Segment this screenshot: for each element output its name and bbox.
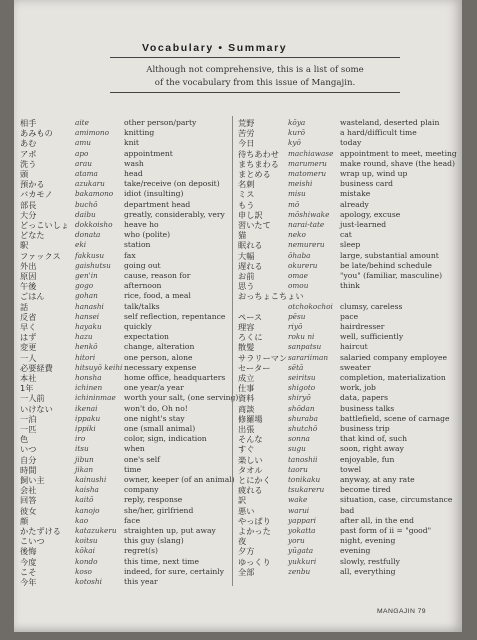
- vocab-japanese: そんな: [238, 434, 263, 445]
- vocab-japanese: 夜: [238, 536, 247, 547]
- vocab-japanese: 思う: [238, 281, 255, 292]
- vocab-romaji: kanojo: [75, 505, 100, 515]
- vocab-romaji: machiawase: [288, 148, 334, 158]
- vocab-japanese: 一匹: [20, 424, 37, 434]
- vocab-japanese: あむ: [20, 138, 37, 149]
- vocab-english: owner, keeper (of an animal): [124, 475, 235, 484]
- vocab-japanese: 大分: [20, 209, 37, 220]
- vocab-english: wasteland, deserted plain: [340, 118, 440, 127]
- vocab-english: face: [124, 515, 141, 525]
- vocab-romaji: kondo: [75, 556, 98, 566]
- vocab-japanese: 色: [20, 434, 29, 445]
- vocab-romaji: misu: [288, 189, 306, 199]
- vocab-romaji: jibun: [75, 454, 94, 464]
- intro-line: of the vocabulary from this issue of Mangajin.: [154, 77, 356, 88]
- vocab-japanese: まちまわる: [238, 158, 279, 169]
- vocab-english: reply, response: [124, 495, 183, 505]
- vocab-english: pace: [340, 311, 359, 321]
- vocab-romaji: jikan: [75, 464, 94, 474]
- vocab-english: sleep: [340, 240, 361, 250]
- vocab-english: department head: [124, 199, 191, 209]
- vocab-english: this guy (slang): [124, 536, 184, 546]
- vocab-japanese: おっちょこちょい: [238, 291, 304, 302]
- vocab-english: station: [124, 240, 151, 250]
- vocab-japanese: やっぱり: [238, 515, 271, 526]
- vocab-romaji: okureru: [288, 260, 318, 270]
- vocab-japanese: よかった: [238, 526, 271, 536]
- vocab-japanese: 原因: [20, 271, 37, 281]
- vocab-japanese: 自分: [20, 454, 37, 465]
- vocab-english: greatly, considerably, very: [124, 209, 225, 219]
- vocab-english: towel: [340, 464, 362, 474]
- vocab-english: think: [340, 281, 360, 291]
- vocab-english: wash: [124, 158, 144, 168]
- vocab-english: work, job: [340, 383, 376, 393]
- vocab-english: one's self: [124, 454, 160, 464]
- vocab-english: time: [124, 464, 142, 474]
- vocab-english: color, sign, indication: [124, 434, 207, 444]
- vocab-romaji: kaitō: [75, 495, 94, 505]
- vocab-japanese: 頭: [20, 169, 29, 179]
- vocab-romaji: wake: [288, 495, 308, 505]
- vocab-english: when: [124, 444, 145, 454]
- vocab-romaji: tanoshii: [288, 454, 318, 464]
- vocab-japanese: 話: [20, 301, 29, 312]
- vocab-romaji: yappari: [288, 515, 316, 525]
- vocab-romaji: omou: [288, 281, 309, 291]
- intro-text: [110, 64, 400, 89]
- vocab-english: one person, alone: [124, 352, 193, 362]
- vocab-romaji: warui: [288, 505, 310, 515]
- vocab-romaji: hayaku: [75, 322, 102, 331]
- vocab-romaji: shigoto: [288, 383, 316, 393]
- vocab-romaji: itsu: [75, 444, 89, 454]
- vocab-japanese: ミス: [238, 189, 255, 200]
- vocab-english: change, alteration: [124, 342, 195, 352]
- vocab-japanese: 訳: [238, 495, 247, 506]
- page-title: Vocabulary • Summary: [142, 42, 288, 54]
- vocab-romaji: ippiki: [75, 424, 96, 433]
- vocab-english: quickly: [124, 322, 152, 331]
- vocab-romaji: fakkusu: [75, 250, 105, 260]
- vocab-japanese: 外出: [20, 260, 37, 271]
- vocab-romaji: shutchō: [288, 424, 318, 433]
- vocab-japanese: 理容: [238, 322, 255, 332]
- vocab-japanese: 商談: [238, 403, 255, 414]
- vocab-english: after all, in the end: [340, 515, 414, 525]
- vocab-english: straighten up, put away: [124, 526, 216, 535]
- vocab-japanese: 預かる: [20, 179, 45, 190]
- vocab-english: regret(s): [124, 546, 158, 556]
- vocab-romaji: taoru: [288, 464, 308, 474]
- vocab-english: this time, next time: [124, 556, 199, 566]
- vocab-romaji: ichinen: [75, 383, 103, 393]
- vocab-romaji: koitsu: [75, 536, 98, 546]
- vocab-japanese: 待ちあわせ: [238, 148, 279, 159]
- vocab-english: slowly, restfully: [340, 556, 400, 566]
- vocab-romaji: ōhaba: [288, 250, 311, 260]
- vocab-japanese: ペース: [238, 311, 263, 322]
- vocab-japanese: セーター: [238, 362, 271, 373]
- vocab-english: cat: [340, 230, 352, 240]
- title-rule-bottom: [110, 92, 400, 93]
- vocab-english: make round, shave (the head): [340, 158, 455, 168]
- vocab-romaji: zenbu: [288, 566, 311, 576]
- vocab-japanese: 疲れる: [238, 485, 263, 496]
- vocab-romaji: yokatta: [288, 526, 316, 535]
- vocab-english: completion, materialization: [340, 373, 446, 382]
- vocab-japanese: 反省: [20, 311, 37, 322]
- vocab-english: well, sufficiently: [340, 332, 404, 342]
- vocab-japanese: 今日: [238, 138, 255, 149]
- vocab-japanese: 今度: [20, 556, 37, 567]
- vocab-japanese: アポ: [20, 148, 37, 159]
- vocab-english: a hard/difficult time: [340, 128, 417, 138]
- vocab-japanese: 仕事: [238, 383, 255, 394]
- vocab-japanese: 変更: [20, 342, 37, 353]
- vocab-japanese: 必要経費: [20, 362, 53, 373]
- vocab-romaji: katazukeru: [75, 526, 117, 535]
- vocab-romaji: kaisha: [75, 485, 99, 495]
- vocab-japanese: どっこいしょ: [20, 220, 69, 230]
- vocab-japanese: いけない: [20, 403, 53, 414]
- vocab-english: already: [340, 199, 369, 209]
- vocab-japanese: 本社: [20, 373, 37, 383]
- vocab-english: battlefield, scene of carnage: [340, 413, 450, 423]
- vocab-romaji: hanashi: [75, 301, 104, 311]
- vocab-romaji: gohan: [75, 291, 98, 301]
- vocab-romaji: daibu: [75, 209, 96, 219]
- vocab-japanese: もう: [238, 199, 255, 210]
- vocab-english: won't do, Oh no!: [124, 403, 188, 413]
- vocab-english: one year/a year: [124, 383, 184, 393]
- vocab-english: hairdresser: [340, 322, 385, 331]
- vocab-japanese: タオル: [238, 464, 263, 475]
- vocab-english: all, everything: [340, 566, 396, 576]
- vocab-romaji: buchō: [75, 199, 98, 209]
- vocab-romaji: tsukareru: [288, 485, 325, 495]
- vocab-japanese: 早く: [20, 322, 37, 332]
- title-rule-top: [110, 57, 400, 58]
- vocab-english: she/her, girlfriend: [124, 505, 194, 515]
- vocab-japanese: すぐ: [238, 444, 255, 455]
- vocab-romaji: yukkuri: [288, 556, 317, 566]
- vocab-romaji: sonna: [288, 434, 310, 444]
- vocab-english: today: [340, 138, 362, 148]
- vocab-english: one night's stay: [124, 413, 185, 423]
- vocab-romaji: henkō: [75, 342, 98, 352]
- vocab-english: appointment: [124, 148, 173, 158]
- vocab-english: evening: [340, 546, 371, 556]
- vocab-english: one (small animal): [124, 424, 196, 433]
- column-divider: [232, 116, 233, 586]
- vocab-romaji: narai-tate: [288, 220, 325, 229]
- vocab-english: going out: [124, 260, 161, 270]
- vocab-japanese: あみもの: [20, 128, 53, 139]
- vocab-english: situation, case, circumstance: [340, 495, 453, 505]
- vocab-english: talk/talks: [124, 301, 160, 311]
- vocab-romaji: mōshiwake: [288, 209, 330, 219]
- vocab-romaji: koso: [75, 566, 92, 576]
- vocab-romaji: kotoshi: [75, 577, 102, 586]
- vocab-japanese: 部長: [20, 199, 37, 210]
- vocab-japanese: 申し訳: [238, 209, 263, 220]
- vocab-english: that kind of, such: [340, 434, 408, 444]
- vocab-romaji: kurō: [288, 128, 306, 138]
- vocab-japanese: 午後: [20, 281, 37, 292]
- vocab-romaji: sugu: [288, 444, 306, 454]
- vocab-romaji: yūgata: [288, 546, 314, 556]
- vocab-english: take/receive (on deposit): [124, 179, 220, 189]
- vocab-japanese: 猫: [238, 230, 247, 241]
- vocab-english: data, papers: [340, 393, 389, 403]
- vocab-romaji: neko: [288, 230, 306, 240]
- vocab-japanese: 回答: [20, 495, 37, 506]
- vocab-japanese: 今年: [20, 577, 37, 587]
- vocab-english: haircut: [340, 342, 368, 352]
- vocab-romaji: nemureru: [288, 240, 325, 250]
- vocab-romaji: seiritsu: [288, 373, 316, 382]
- vocab-english: clumsy, careless: [340, 301, 403, 311]
- vocab-english: indeed, for sure, certainly: [124, 566, 225, 576]
- page-footer: MANGAJIN 79: [377, 608, 426, 615]
- vocab-english: necessary expense: [124, 362, 197, 372]
- vocab-japanese: 飼い主: [20, 475, 45, 485]
- vocab-japanese: 時間: [20, 464, 37, 475]
- intro-line: Although not comprehensive, this is a list of some: [146, 65, 364, 75]
- vocab-romaji: meishi: [288, 179, 313, 189]
- vocab-japanese: 一泊: [20, 413, 37, 424]
- vocab-romaji: marumeru: [288, 158, 327, 168]
- vocab-english: business card: [340, 179, 393, 189]
- vocab-japanese: 一人: [20, 352, 37, 363]
- vocab-japanese: 全部: [238, 566, 255, 577]
- vocab-japanese: 一人前: [20, 393, 45, 404]
- vocab-romaji: gen'in: [75, 271, 98, 280]
- vocab-english: apology, excuse: [340, 209, 401, 219]
- vocab-english: cause, reason for: [124, 271, 191, 280]
- vocab-japanese: ゆっくり: [238, 556, 271, 567]
- vocab-english: past form of ii = "good": [340, 526, 432, 535]
- vocab-romaji: otchokochoi: [288, 301, 333, 311]
- vocab-english: knitting: [124, 128, 155, 138]
- vocab-english: anyway, at any rate: [340, 475, 415, 484]
- vocab-romaji: shōdan: [288, 403, 315, 413]
- vocab-english: business trip: [340, 424, 390, 433]
- vocab-romaji: gaishutsu: [75, 260, 111, 270]
- vocab-romaji: mō: [288, 199, 300, 209]
- vocab-japanese: 修羅場: [238, 413, 263, 424]
- vocab-english: just-learned: [340, 220, 387, 229]
- vocab-romaji: sanpatsu: [288, 342, 322, 352]
- vocab-japanese: まとめる: [238, 169, 271, 179]
- vocab-english: who (polite): [124, 230, 171, 240]
- vocab-japanese: 散髪: [238, 342, 255, 353]
- vocab-english: be late/behind schedule: [340, 260, 432, 270]
- vocab-japanese: バカモノ: [20, 189, 53, 200]
- vocab-english: enjoyable, fun: [340, 454, 395, 464]
- vocab-japanese: ろくに: [238, 332, 263, 343]
- vocab-japanese: 習いたて: [238, 220, 271, 230]
- vocab-japanese: 楽しい: [238, 454, 263, 465]
- vocab-japanese: かたずける: [20, 526, 61, 536]
- vocab-romaji: azukaru: [75, 179, 105, 189]
- vocab-english: fax: [124, 250, 136, 260]
- vocab-romaji: shiryō: [288, 393, 311, 403]
- vocab-romaji: hitori: [75, 352, 96, 362]
- vocab-romaji: kōkai: [75, 546, 95, 556]
- vocab-japanese: いつ: [20, 444, 37, 455]
- vocab-japanese: 後悔: [20, 546, 37, 557]
- vocab-romaji: kōya: [288, 118, 306, 127]
- vocab-english: sweater: [340, 362, 371, 372]
- vocab-japanese: 夕方: [238, 546, 255, 557]
- vocab-romaji: bakamono: [75, 189, 114, 199]
- vocab-english: home office, headquarters: [124, 373, 226, 382]
- vocab-english: worth your salt, (one serving): [124, 393, 239, 403]
- vocab-romaji: aite: [75, 118, 89, 127]
- vocab-english: become tired: [340, 485, 391, 495]
- vocab-english: self reflection, repentance: [124, 311, 226, 321]
- vocab-japanese: 遅れる: [238, 260, 263, 271]
- vocab-english: knit: [124, 138, 139, 148]
- vocab-japanese: どなた: [20, 230, 45, 241]
- vocab-japanese: 彼女: [20, 505, 37, 516]
- vocab-japanese: 洗う: [20, 158, 37, 169]
- vocab-english: this year: [124, 577, 158, 586]
- vocab-romaji: donata: [75, 230, 101, 240]
- vocab-japanese: ごはん: [20, 291, 45, 302]
- vocab-romaji: kao: [75, 515, 89, 525]
- vocab-english: other person/party: [124, 118, 197, 127]
- vocab-romaji: riyō: [288, 322, 303, 331]
- vocab-romaji: eki: [75, 240, 87, 250]
- vocab-japanese: 荒野: [238, 118, 255, 128]
- vocab-romaji: ippaku: [75, 413, 101, 423]
- vocab-romaji: tonikaku: [288, 475, 321, 484]
- vocab-romaji: kyō: [288, 138, 301, 148]
- vocab-romaji: apo: [75, 148, 89, 158]
- vocab-romaji: amu: [75, 138, 91, 148]
- vocab-english: soon, right away: [340, 444, 404, 454]
- vocab-japanese: サラリーマン: [238, 352, 288, 363]
- vocab-english: large, substantial amount: [340, 250, 439, 260]
- vocab-english: wrap up, wind up: [340, 169, 408, 178]
- vocab-japanese: 眠れる: [238, 240, 263, 251]
- vocab-english: company: [124, 485, 159, 495]
- vocab-romaji: hazu: [75, 332, 93, 342]
- vocab-japanese: 名刺: [238, 179, 255, 190]
- vocab-romaji: atama: [75, 169, 98, 178]
- vocab-romaji: amimono: [75, 128, 110, 138]
- vocab-romaji: hansei: [75, 311, 100, 321]
- vocab-japanese: はず: [20, 332, 37, 343]
- magazine-page: [14, 0, 462, 632]
- vocab-romaji: ikenai: [75, 403, 98, 413]
- vocab-romaji: pēsu: [288, 311, 306, 321]
- vocab-romaji: honsha: [75, 373, 102, 382]
- vocab-japanese: 悪い: [238, 505, 255, 516]
- vocab-romaji: dokkoisho: [75, 220, 113, 229]
- vocab-english: business talks: [340, 403, 395, 413]
- vocab-english: mistake: [340, 189, 371, 199]
- vocab-romaji: matomeru: [288, 169, 327, 178]
- vocab-japanese: お前: [238, 271, 255, 281]
- vocab-english: bad: [340, 505, 355, 515]
- vocab-english: salaried company employee: [340, 352, 448, 362]
- vocab-romaji: iro: [75, 434, 86, 444]
- vocab-english: "you" (familiar, masculine): [340, 271, 443, 280]
- vocab-english: night, evening: [340, 536, 396, 546]
- vocab-english: rice, food, a meal: [124, 291, 191, 301]
- vocab-japanese: こいつ: [20, 536, 45, 547]
- vocab-japanese: 成立: [238, 373, 255, 383]
- vocab-japanese: とにかく: [238, 475, 271, 485]
- vocab-english: head: [124, 169, 143, 178]
- vocab-romaji: roku ni: [288, 332, 315, 342]
- vocab-romaji: hitsuyō keihi: [75, 362, 123, 372]
- vocab-japanese: 大幅: [238, 250, 255, 261]
- vocab-japanese: 顔: [20, 515, 29, 526]
- vocab-japanese: 苦労: [238, 128, 255, 139]
- vocab-romaji: ichininmae: [75, 393, 116, 403]
- vocab-japanese: 出張: [238, 424, 255, 434]
- vocab-romaji: kainushi: [75, 475, 107, 484]
- vocab-japanese: 会社: [20, 485, 37, 496]
- vocab-english: appointment to meet, meeting: [340, 148, 457, 158]
- vocab-english: heave ho: [124, 220, 159, 229]
- vocab-romaji: sarariiman: [288, 352, 329, 362]
- vocab-japanese: 駅: [20, 240, 29, 251]
- vocab-romaji: sētā: [288, 362, 304, 372]
- vocab-english: afternoon: [124, 281, 162, 291]
- vocab-japanese: 資料: [238, 393, 255, 404]
- vocab-english: idiot (insulting): [124, 189, 184, 199]
- vocab-japanese: ファックス: [20, 250, 61, 261]
- vocab-japanese: こそ: [20, 566, 37, 577]
- vocab-romaji: yoru: [288, 536, 305, 546]
- vocab-english: expectation: [124, 332, 169, 342]
- vocab-romaji: gogo: [75, 281, 94, 291]
- vocab-romaji: shuraba: [288, 413, 319, 423]
- vocab-romaji: arau: [75, 158, 92, 168]
- vocab-japanese: 相手: [20, 118, 37, 128]
- vocab-romaji: omae: [288, 271, 308, 280]
- vocab-japanese: 1年: [20, 383, 34, 394]
